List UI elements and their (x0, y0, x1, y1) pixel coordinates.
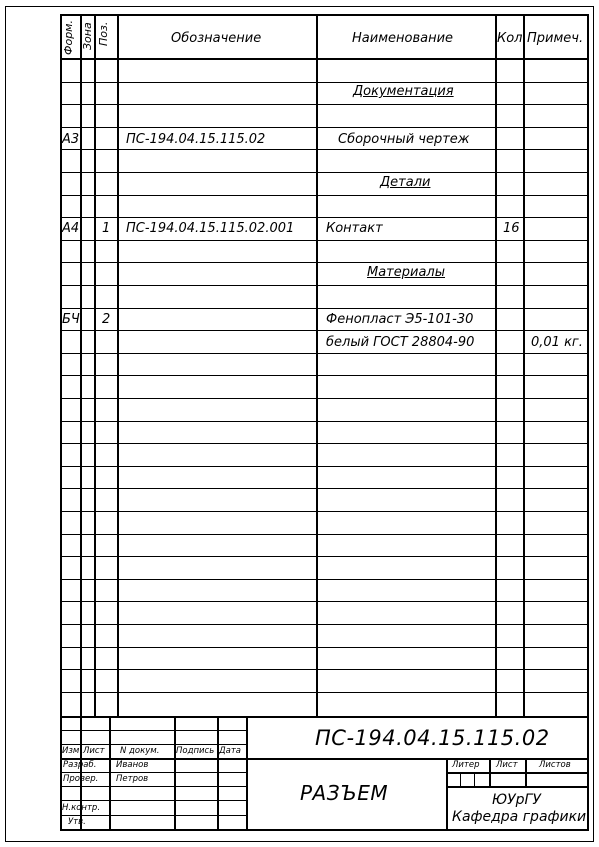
header-zone: Зона (81, 22, 94, 50)
tb-sheet-label: Лист (496, 760, 518, 770)
table-row-line (60, 398, 589, 399)
table-row-line (60, 172, 589, 173)
tb-col-izm: Изм (62, 746, 80, 756)
table-row-line (60, 669, 589, 670)
row-b4-format: БЧ (62, 312, 80, 327)
table-row-line (60, 443, 589, 444)
table-row-line (60, 421, 589, 422)
row-a3-name: Сборочный чертеж (338, 132, 470, 147)
section-parts: Детали (380, 175, 431, 190)
table-row-line (60, 262, 589, 263)
row-a4-pos: 1 (102, 221, 111, 236)
table-row-line (60, 82, 589, 83)
row-a4-format: А4 (62, 221, 80, 236)
tb-liter-label: Литер (452, 760, 480, 770)
tb-prover-label: Провер. (63, 774, 99, 784)
row-b4-pos: 2 (102, 312, 111, 327)
tb-razrab-name: Иванов (116, 760, 149, 770)
row-b4-name: Фенопласт Э5-101-30 (326, 312, 474, 327)
tb-nkontr-label: Н.контр. (62, 803, 101, 813)
tb-org-department: Кафедра графики (452, 809, 587, 825)
table-row-line (60, 534, 589, 535)
table-row-line (60, 466, 589, 467)
tb-product-name: РАЗЪЕМ (300, 781, 389, 805)
tb-sheets-label: Листов (539, 760, 571, 770)
table-row-line (60, 556, 589, 557)
table-row-line (60, 353, 589, 354)
tb-col-list: Лист (83, 746, 105, 756)
table-row-line (60, 624, 589, 625)
header-pos: Поз. (97, 21, 110, 46)
tb-org-university: ЮУрГУ (492, 792, 541, 808)
table-row-line (60, 195, 589, 196)
header-name: Наименование (352, 31, 454, 46)
section-documentation: Документация (353, 84, 454, 99)
row-a4-name: Контакт (326, 221, 383, 236)
table-row-line (60, 579, 589, 580)
header-note: Примеч. (527, 31, 584, 46)
row-b4-name-continued: белый ГОСТ 28804-90 (326, 335, 475, 350)
header-qty: Кол (497, 31, 523, 46)
table-row-line (60, 308, 589, 309)
table-row-line (60, 149, 589, 150)
table-row-line (60, 647, 589, 648)
table-row-line (60, 240, 589, 241)
tb-col-date: Дата (219, 746, 242, 756)
row-a4-designation: ПС-194.04.15.115.02.001 (126, 221, 295, 236)
header-designation: Обозначение (171, 31, 262, 46)
row-a3-format: А3 (62, 132, 80, 147)
table-row-line (60, 488, 589, 489)
tb-prover-name: Петров (116, 774, 149, 784)
section-materials: Материалы (367, 265, 445, 280)
tb-razrab-label: Разраб. (63, 760, 97, 770)
table-row-line (60, 375, 589, 376)
tb-col-ndoc: N докум. (120, 746, 160, 756)
table-row-line (60, 104, 589, 105)
table-row-line (60, 217, 589, 218)
table-row-line (60, 285, 589, 286)
tb-utv-label: Утв. (68, 817, 86, 827)
row-a3-designation: ПС-194.04.15.115.02 (126, 132, 266, 147)
title-block-document-code: ПС-194.04.15.115.02 (315, 726, 550, 750)
table-row-line (60, 601, 589, 602)
row-b4-note: 0,01 кг. (531, 335, 583, 350)
table-row-line (60, 330, 589, 331)
row-a4-qty: 16 (503, 221, 520, 236)
table-row-line (60, 692, 589, 693)
header-format: Форм. (62, 20, 75, 55)
table-row-line (60, 127, 589, 128)
tb-col-sign: Подпись (176, 746, 215, 756)
table-row-line (60, 511, 589, 512)
